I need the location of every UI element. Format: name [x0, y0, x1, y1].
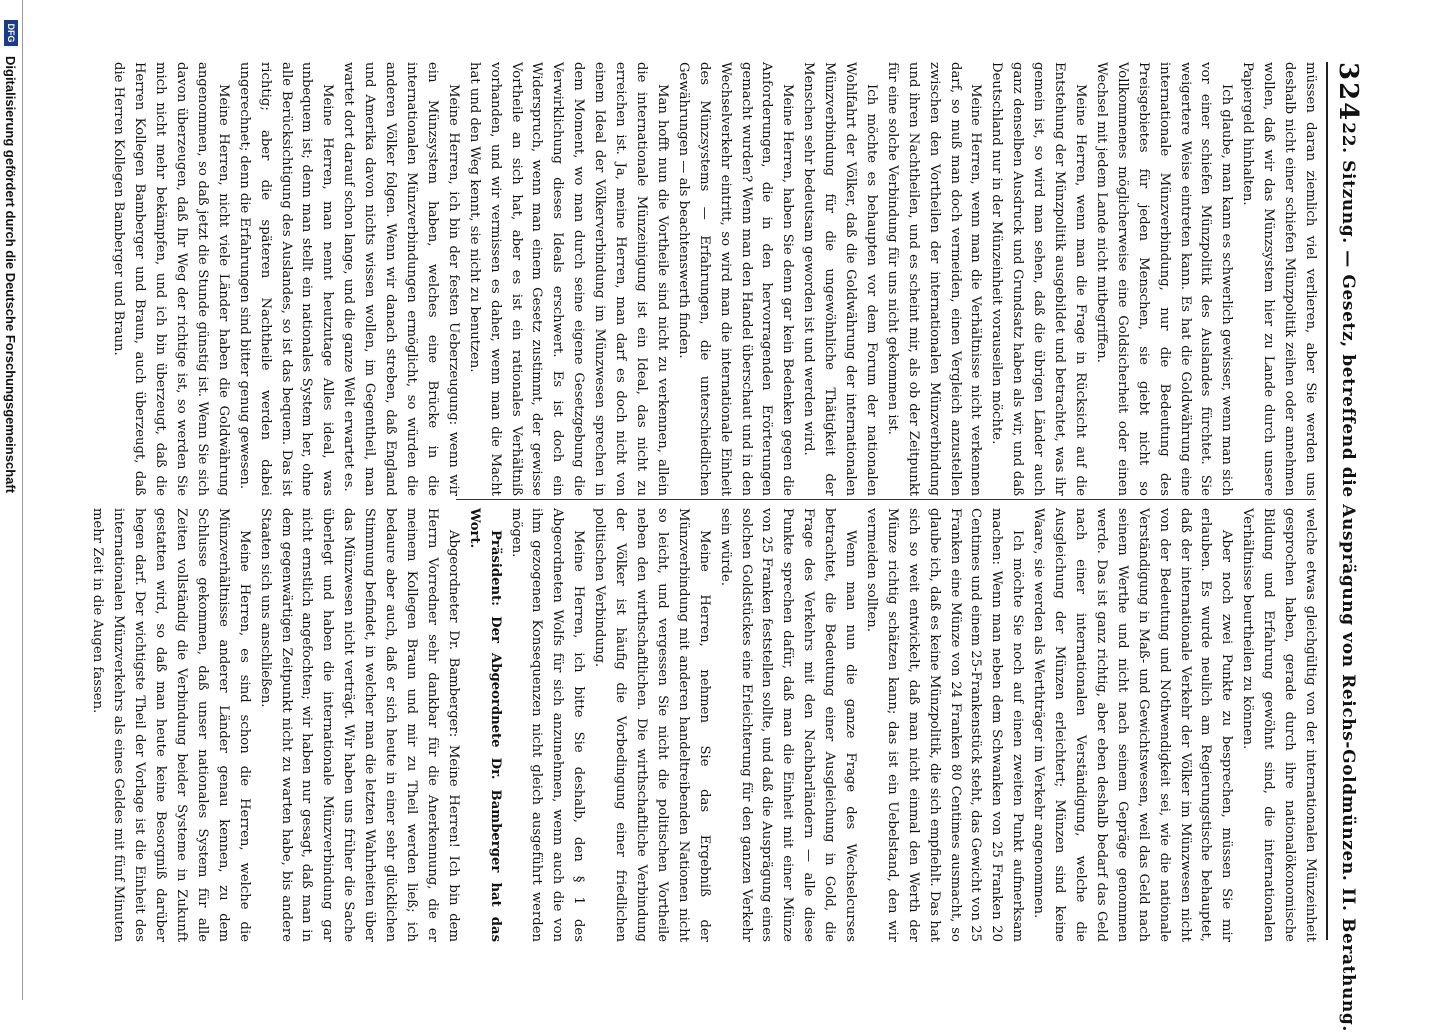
page-header [1326, 62, 1368, 1032]
paragraph: Meine Herren, es sind schon die Herren, welche die Münzverhältnisse anderer Länder genau kennen, zu dem Schlusse gekommen, daß unser nationales System für alle Zeiten vollständig die Verbindung beider Systeme in Zukunft gestatten wird, so daß man heute keine Besorgniß darüber hegen darf. Der wichtigste Theil der Vorlage ist die Einheit des internationalen Münzverkehrs als eines Geldes mit fünf Minuten mehr Zeit in die Augen fassen. [90, 508, 252, 942]
paragraph: müssen daran ziemlich viel verlieren, aber Sie werden uns deshalb nicht einer schiefen Münzpolitik zeihen oder annehmen wollen, daß wir das Münzsystem hier zu Lande durch unsere Papiergeld hinhalten. [1240, 62, 1318, 496]
speaker-line [463, 508, 505, 942]
paragraph: welche etwas gleichgültig von der internationalen Münzeinheit gesprochen haben, gerade durch ihre nationalökonomische Bildung und Erfahrung gewöhnt sind, die internationalen Verhältnisse beurtheilen zu können. [1240, 508, 1318, 942]
paragraph: Meine Herren, wenn man die Frage in Rücksicht auf die Entstehung der Münzpolitik ausgebildet und betrachtet, was ihr gemein ist, so wird man sehen, daß die übrigen Länder auch ganz denselben Ausdruck und Grundsatz haben als wir, und daß Deutschland nur in der Münzeinheit vorauseilen möchte. [989, 62, 1089, 496]
paragraph: Aber noch zwei Punkte zu besprechen, müssen Sie mir erlauben. Es wurde neulich am Regierungstische behauptet, daß der internationale Verkehr der Völker im Münzwesen nicht von der Bedeutung und Nothwendigkeit sei, wie die nationale Verständigung in Maß- und Gewichtswesen, weil das Geld nach seinem Werthe und nicht nach seinem Gepräge genommen werde. Das ist ganz richtig, aber eben deshalb bedarf das Geld nach einer internationalen Verständigung, welche die Ausgleichung der Münzen erleichtert; Münzen sind keine Waare, sie werden als Werthträger im Verkehr angenommen. [1031, 508, 1235, 942]
paragraph: Meine Herren, nehmen Sie das Ergebniß der Münzverbindung mit anderen handeltreibenden Nationen nicht so leicht, und vergessen Sie nicht die politischen Vortheile neben den wirthschaftlichen. Die wirthschaftliche Verbindung der Völker ist häufig die Vorbedingung einer friedlichen politischen Verbindung. [592, 508, 712, 942]
paragraph: Meine Herren, nicht viele Länder haben die Goldwährung angenommen, so daß jetzt die Stunde günstig ist. Wenn Sie sich davon überzeugen, daß Ihr Weg der richtige ist, so werden Sie mich nicht mehr bekämpfen, und ich bin überzeugt, daß die Herren Kollegen Bamberger und Braun, auch überzeugt, daß die Herren Kollegen Bamberger und Braun. [111, 62, 231, 496]
paragraph: Meine Herren, man nennt heutzutage Alles ideal, was unbequem ist; denn man stellt ein nationales System her, ohne alle Berücksichtigung des Auslandes, so ist das bequem. Das ist richtig; aber die späteren Nachtheile werden dabei ungerechnet; denn die Erfahrungen sind bitter genug gewesen. [236, 62, 336, 496]
paragraph: Ich glaube, man kann es schwerlich gewisser, wenn man sich vor einer schiefen Münzpolitik des Auslandes fürchtet. Sie weigertere Weise eintreten kann. Es hat die Goldwährung eine internationale Münzverbindung, nur die Bedeutung des Preisgebietes für jeden Menschen, sie giebt nicht so Vollkommenes möglicherweise eine Goldsicherheit oder einen Wechsel mit jedem Lande nicht mitbegriffen. [1093, 62, 1235, 496]
paragraph: Meine Herren, wenn man die Verhältnisse nicht verkennen darf, so muß man doch vermeiden, einen Vergleich anzustellen zwischen den Vortheilen der internationalen Münzverbindung und ihren Nachtheilen, und es scheint mir, als ob der Zeitpunkt für eine solche Verbindung für uns nicht gekommen ist. [884, 62, 984, 496]
paragraph: Man hofft nun die Vortheile sind nicht zu verkennen, allein die internationale Münzeinigung ist ein Ideal, das nicht zu erreichen ist. Ja, meine Herren, man darf es doch nicht von einem Ideal der Völkerverbindung im Münzwesen sprechen in dem Moment, wo man durch seine eigene Gesetzgebung die Verwirklichung dieses Ideals erschwert. Es ist doch ein Widerspruch, wenn man einem Gesetz zustimmt, der gewisse Vortheile an sich hat, aber es ist ein rationales Verhältniß vorhanden, und wir vermissen es daher, wenn man die Macht hat und den Weg kennt, sie nicht zu benutzen. [466, 62, 670, 496]
paragraph: Meine Herren, ich bin der festen Ueberzeugung: wenn wir ein Münzsystem haben, welches eine Brücke in die internationalen Münzverbindungen ermöglicht, so würden die anderen Völker folgen. Wenn wir danach streben, daß England und Amerika davon nichts wissen wollen, im Gegentheil, man wartet dort darauf schon lange, und die ganze Welt erwartet es. [341, 62, 461, 496]
left-column [111, 62, 1320, 496]
dfg-logo-icon: DFG [4, 20, 18, 46]
paragraph: Abgeordneter Dr. Bamberger: Meine Herren! Ich bin dem Herrn Vorredner sehr dankbar für die Anerkennung, die er meinem Kollegen Braun und mir zu Theil werden ließ; ich bedaure aber auch, daß er sich heute in einer sehr glücklichen Stimmung befindet, in welcher man die letzten Wahrheiten über das Münzwesen nicht verträgt. Wir haben uns früher die Sache überlegt und haben die internationale Münzverbindung gar nicht ernstlich angefochten; wir haben nur gesagt, daß man in dem gegenwärtigen Zeitpunkt nicht zu warten habe, bis andere Staaten sich uns anschließen. [257, 508, 461, 942]
paragraph: Meine Herren, haben Sie denn gar kein Bedenken gegen die Anforderungen, die in den hervorragenden Erörterungen gemacht wurden? Wenn man den Handel überschaut und in den Wechselverkehr eintritt, so wird man die internationale Einheit des Münzsystems — Erfahrungen, die unterschiedlichen Gewährungen — als beachtenswerth finden. [675, 62, 796, 496]
paragraph: Ich möchte Sie noch auf einen zweiten Punkt aufmerksam machen: Wenn man neben dem Schwanken von 25 Franken 20 Centimes und einem 25-Frankenstück steht, das Gewicht von 25 Franken eine Münze von 24 Franken 80 Centimes ausmacht, so glaube ich, daß es keine Münzpolitik, die sich empfiehlt. Das hat sich so weit entwickelt, daß man nicht einmal den Werth der Münze richtig schätzen kann; das ist ein Uebelstand, den wir vermeiden sollten. [863, 508, 1026, 942]
president-line: Präsident: Der Abgeordnete Dr. Bamberger hat das Wort. [466, 508, 503, 942]
paragraph: Meine Herren, ich bitte Sie deshalb, den § 1 des Abgeordneten Wolfs für sich anzunehmen, wenn auch die von ihm gezogenen Konsequenzen nicht gleich ausgeführt werden mögen. [508, 508, 587, 942]
footer-text: Digitalisierung gefördert durch die Deutsche Forschungsgemeinschaft [3, 56, 19, 494]
paragraph: Wenn man nun die ganze Frage des Wechselcurses betrachtet, die Bedeutung einer Ausgleichung in Gold, die Frage des Verkehrs mit den Nachbarländern — alle diese Punkte sprechen dafür, daß man die Einheit mit einer Münze von 25 Franken feststellen sollte, und daß die Ausprägung eines solchen Goldstückes eine Erleichterung für den ganzen Verkehr sein würde. [717, 508, 859, 942]
paragraph: Ich möchte es behaupten vor dem Forum der nationalen Wohlfahrt der Völker, daß die Goldwährung der internationalen Münzverbindung für die ungewöhnliche Thätigkeit der Menschen sehr bedeutsam geworden ist und werden wird. [801, 62, 879, 496]
footer-credit [0, 0, 23, 1000]
page-number: 324 [1333, 62, 1363, 123]
running-head: 22. Sitzung. — Gesetz, betreffend die Ausprägung von Reichs-Goldmünzen. II. Berathung. [1338, 122, 1358, 1032]
right-column [90, 508, 1320, 942]
column-divider [456, 499, 1316, 500]
